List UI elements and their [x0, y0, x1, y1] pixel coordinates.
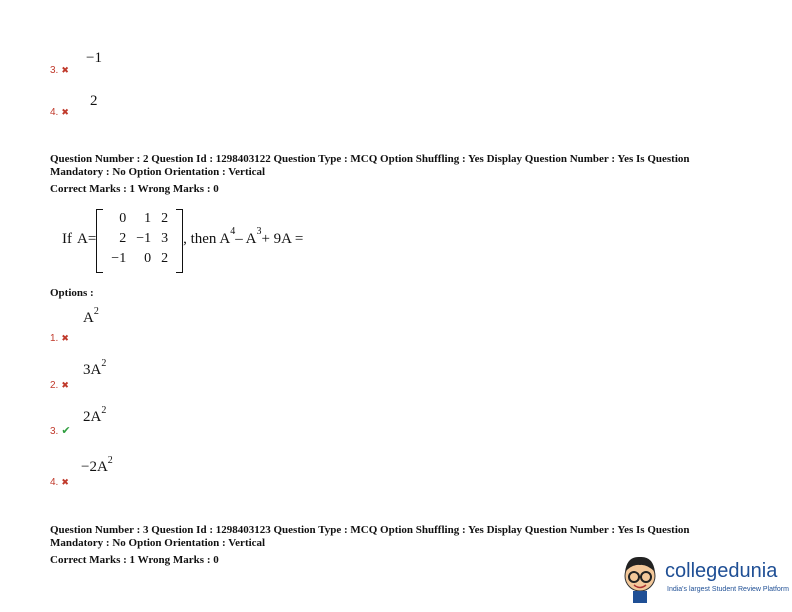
- option-text: 3A: [83, 362, 102, 378]
- q2-minus: – A: [235, 230, 257, 247]
- q2-option-3: [50, 421, 71, 439]
- matrix-row: [106, 209, 173, 229]
- prev-option-3: [50, 60, 69, 78]
- matrix-cell: 2: [161, 211, 169, 226]
- q3-meta: [50, 524, 770, 550]
- q2-exp3: 3: [256, 225, 262, 237]
- option-exp: 2: [101, 358, 107, 369]
- q2-meta: [50, 153, 770, 179]
- correct-check-icon: ✔: [61, 425, 71, 437]
- q3-meta-line2: Mandatory : No Option Orientation : Vertical: [50, 537, 266, 549]
- q2-if: If: [62, 230, 72, 247]
- q2-option-1: [50, 328, 69, 346]
- option-text: 2A: [83, 409, 102, 425]
- q3-marks: Correct Marks : 1 Wrong Marks : 0: [50, 554, 219, 566]
- brand-name: collegedunia: [665, 560, 778, 582]
- matrix-cell: 2: [119, 231, 127, 246]
- option-number: 3.: [50, 426, 59, 437]
- wrong-icon: ✖: [61, 65, 69, 75]
- option-exp: 2: [93, 306, 99, 317]
- q2-option-4-value: [81, 455, 113, 476]
- q2-meta-line1: Question Number : 2 Question Id : 1298403122 Question Type : MCQ Option Shuffling : Yes Display Question Number : Yes Is Question: [50, 153, 690, 165]
- matrix-row: [106, 249, 173, 269]
- option-text: A: [83, 310, 94, 326]
- option-number: 2.: [50, 380, 59, 391]
- matrix-table: [106, 209, 173, 269]
- matrix-cell: 0: [144, 251, 152, 266]
- option-number: 4.: [50, 107, 59, 118]
- matrix-row: [106, 229, 173, 249]
- q2-meta-line2: Mandatory : No Option Orientation : Vertical: [50, 166, 266, 178]
- wrong-icon: ✖: [61, 380, 69, 390]
- prev-option-4: [50, 102, 69, 120]
- q2-option-2-value: [83, 358, 107, 379]
- q2-marks: Correct Marks : 1 Wrong Marks : 0: [50, 183, 219, 195]
- option-number: 4.: [50, 477, 59, 488]
- prev-option-3-value: −1: [86, 50, 102, 66]
- mascot-icon: [617, 550, 663, 606]
- collegedunia-logo: [615, 548, 790, 608]
- q2-exp4: 4: [230, 225, 236, 237]
- matrix-cell: 2: [161, 251, 169, 266]
- matrix-cell: 3: [161, 231, 169, 246]
- option-exp: 2: [101, 405, 107, 416]
- q2-then: , then A: [183, 230, 231, 247]
- q2-option-2: [50, 375, 69, 393]
- option-exp: 2: [107, 455, 113, 466]
- wrong-icon: ✖: [61, 107, 69, 117]
- matrix-cell: 0: [119, 211, 127, 226]
- q2-a-eq: A=: [77, 230, 97, 247]
- q2-question: [62, 207, 303, 271]
- matrix-cell: 1: [144, 211, 152, 226]
- matrix-left-bracket: [96, 209, 103, 273]
- matrix-right-bracket: [176, 209, 183, 273]
- option-number: 1.: [50, 333, 59, 344]
- matrix-a: [96, 209, 183, 269]
- q3-meta-line1: Question Number : 3 Question Id : 1298403123 Question Type : MCQ Option Shuffling : Yes Display Question Number : Yes Is Question: [50, 524, 690, 536]
- wrong-icon: ✖: [61, 477, 69, 487]
- matrix-cell: −1: [136, 231, 152, 246]
- q2-option-3-value: [83, 405, 107, 426]
- q2-rest: + 9A =: [261, 230, 304, 247]
- wrong-icon: ✖: [61, 333, 69, 343]
- matrix-cell: −1: [111, 251, 127, 266]
- option-number: 3.: [50, 65, 59, 76]
- brand-tagline: India's largest Student Review Platform: [667, 586, 789, 593]
- q2-option-1-value: [83, 306, 99, 327]
- options-label: Options :: [50, 287, 94, 299]
- q2-option-4: [50, 472, 69, 490]
- prev-option-4-value: 2: [90, 93, 98, 109]
- option-text: −2A: [81, 459, 108, 475]
